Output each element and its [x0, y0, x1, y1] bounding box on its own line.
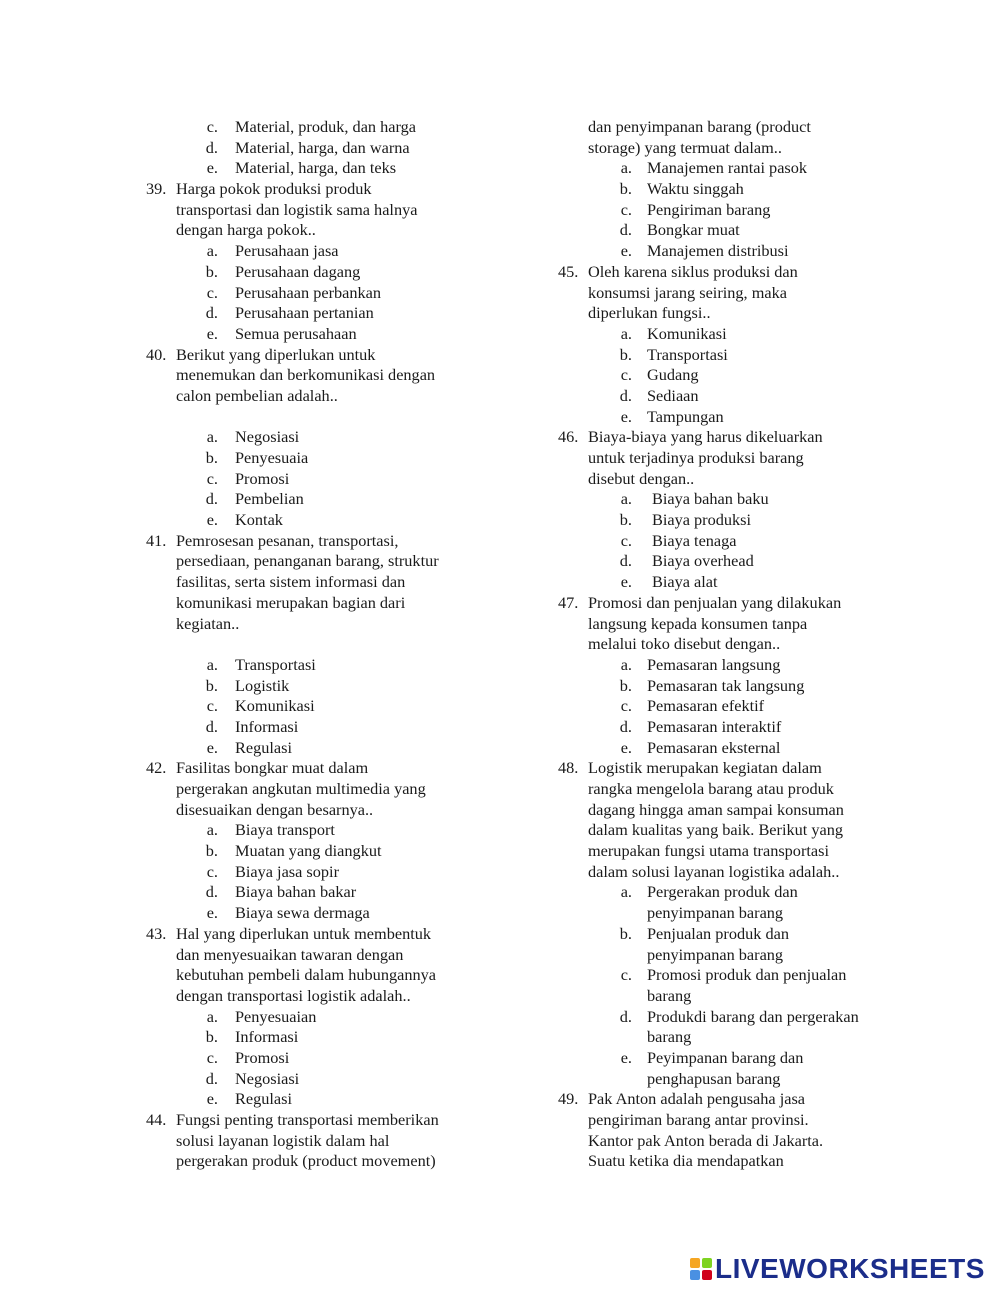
answer-option[interactable] [558, 924, 898, 945]
option-letter: d. [619, 1006, 632, 1026]
question-number: 40. [146, 344, 167, 364]
option-letter: a. [620, 158, 632, 178]
answer-option[interactable] [558, 200, 898, 221]
question-text: fasilitas, serta sistem informasi dan [176, 572, 406, 592]
question-text-continued [558, 862, 898, 883]
right-column [558, 117, 898, 1172]
answer-option[interactable] [558, 696, 898, 717]
option-text: penghapusan barang [647, 1068, 781, 1088]
option-letter: c. [620, 965, 632, 985]
option-text: Pemasaran efektif [647, 696, 765, 716]
question-number: 43. [146, 923, 167, 943]
option-text: Penjualan produk dan [647, 923, 789, 943]
answer-option[interactable] [558, 510, 898, 531]
answer-option[interactable] [558, 655, 898, 676]
answer-option[interactable] [558, 882, 898, 903]
option-text: Negosiasi [235, 427, 300, 447]
option-letter: e. [620, 1047, 632, 1067]
answer-option[interactable] [558, 220, 898, 241]
question-text: Oleh karena siklus produksi dan [588, 261, 798, 281]
question-text-continued [558, 283, 898, 304]
option-letter: c. [206, 117, 218, 136]
option-text: Biaya alat [652, 572, 718, 592]
question-text-continued [146, 386, 486, 407]
question-text-continued [146, 986, 486, 1007]
answer-option[interactable] [558, 1007, 898, 1028]
question-text: dalam solusi layanan logistika adalah.. [588, 861, 840, 881]
option-text: Sediaan [647, 385, 699, 405]
answer-option[interactable] [558, 407, 898, 428]
brand-name: LIVEWORKSHEETS [715, 1252, 985, 1284]
question-text-continued [146, 614, 486, 635]
option-text: Informasi [235, 1027, 299, 1047]
option-text: Biaya bahan baku [652, 489, 769, 509]
answer-option[interactable] [558, 551, 898, 572]
question-text-continued [558, 469, 898, 490]
question-text: solusi layanan logistik dalam hal [176, 1130, 390, 1150]
option-text: Negosiasi [235, 1068, 300, 1088]
question-text-continued [146, 1151, 486, 1172]
option-letter: c. [206, 282, 218, 302]
option-text: Informasi [235, 716, 299, 736]
question-line [558, 262, 898, 283]
left-column [146, 117, 486, 1172]
option-letter: d. [205, 303, 218, 323]
answer-option[interactable] [558, 572, 898, 593]
question-line [146, 758, 486, 779]
answer-option[interactable] [146, 324, 486, 345]
option-letter: d. [205, 1068, 218, 1088]
answer-option-continued [558, 945, 898, 966]
question-line [146, 179, 486, 200]
option-text: Pengiriman barang [647, 199, 771, 219]
question-line [146, 924, 486, 945]
option-text: Promosi [235, 468, 290, 488]
option-text: Biaya tenaga [652, 530, 737, 550]
question-text: Promosi dan penjualan yang dilakukan [588, 592, 842, 612]
option-letter: d. [619, 220, 632, 240]
answer-option[interactable] [146, 241, 486, 262]
option-text: Biaya transport [235, 820, 335, 840]
option-letter: a. [620, 654, 632, 674]
option-letter: e. [206, 323, 218, 343]
answer-option-continued [558, 986, 898, 1007]
question-text-continued [146, 800, 486, 821]
question-line [558, 427, 898, 448]
option-text: Regulasi [235, 1089, 292, 1109]
question-text-continued [146, 593, 486, 614]
answer-option[interactable] [146, 717, 486, 738]
question-text: Suatu ketika dia mendapatkan [588, 1151, 784, 1171]
option-letter: e. [206, 158, 218, 178]
question-text: langsung kepada konsumen tanpa [588, 613, 808, 633]
logo-tile [690, 1270, 700, 1280]
answer-option[interactable] [146, 510, 486, 531]
answer-option[interactable] [146, 903, 486, 924]
option-text: Pemasaran eksternal [647, 737, 781, 757]
option-text: Biaya sewa dermaga [235, 903, 370, 923]
question-text-continued [146, 1131, 486, 1152]
answer-option[interactable] [146, 1069, 486, 1090]
option-text: Biaya jasa sopir [235, 861, 339, 881]
question-text: Hal yang diperlukan untuk membentuk [176, 923, 432, 943]
option-text: Biaya produksi [652, 510, 752, 530]
question-number: 48. [558, 758, 579, 778]
question-text-continued [558, 1110, 898, 1131]
answer-option[interactable] [146, 262, 486, 283]
option-text: Semua perusahaan [235, 323, 357, 343]
question-text: pengiriman barang antar provinsi. [588, 1110, 809, 1129]
answer-option[interactable] [146, 862, 486, 883]
answer-option[interactable] [146, 676, 486, 697]
option-letter: d. [619, 551, 632, 571]
option-letter: b. [205, 841, 218, 861]
answer-option[interactable] [146, 469, 486, 490]
answer-option[interactable] [558, 531, 898, 552]
option-text: Gudang [647, 365, 699, 385]
question-text-continued [146, 365, 486, 386]
option-text: Peyimpanan barang dan [647, 1047, 804, 1067]
question-number: 44. [146, 1110, 167, 1129]
option-text: Promosi [235, 1047, 290, 1067]
question-text-continued [558, 614, 898, 635]
option-text: Biaya bahan bakar [235, 882, 357, 902]
answer-option[interactable] [146, 427, 486, 448]
question-text: dengan transportasi logistik adalah.. [176, 985, 411, 1005]
option-text: Perusahaan dagang [235, 261, 361, 281]
question-text-continued [146, 945, 486, 966]
answer-option[interactable] [146, 738, 486, 759]
question-text: melalui toko disebut dengan.. [588, 634, 781, 654]
option-letter: e. [206, 510, 218, 530]
question-text: disebut dengan.. [588, 468, 695, 488]
option-text: Manajemen distribusi [647, 241, 789, 261]
question-line [146, 531, 486, 552]
question-text: pergerakan angkutan multimedia yang [176, 779, 426, 798]
answer-option[interactable] [558, 241, 898, 262]
question-text: rangka mengelola barang atau produk [588, 779, 834, 798]
option-text: Kontak [235, 510, 283, 530]
option-letter: b. [619, 344, 632, 364]
option-letter: a. [206, 427, 218, 447]
question-text-continued [558, 779, 898, 800]
question-text: disesuaikan dengan besarnya.. [176, 799, 374, 819]
answer-option[interactable] [558, 965, 898, 986]
option-text: Produkdi barang dan pergerakan [647, 1006, 859, 1026]
option-text: Waktu singgah [647, 179, 744, 199]
answer-option[interactable] [146, 696, 486, 717]
option-letter: e. [620, 241, 632, 261]
option-text: Material, produk, dan harga [235, 117, 416, 136]
option-text: barang [647, 1027, 692, 1047]
answer-option[interactable] [558, 738, 898, 759]
answer-option[interactable] [146, 1089, 486, 1110]
option-text: Material, harga, dan teks [235, 158, 397, 178]
option-letter: d. [619, 385, 632, 405]
option-text: barang [647, 985, 692, 1005]
option-letter: a. [620, 489, 632, 509]
question-line [558, 758, 898, 779]
question-text: menemukan dan berkomunikasi dengan [176, 365, 436, 385]
option-letter: b. [619, 675, 632, 695]
logo-tile [690, 1258, 700, 1268]
option-text: Komunikasi [647, 323, 727, 343]
option-letter: c. [620, 696, 632, 716]
question-text: Pemrosesan pesanan, transportasi, [176, 530, 399, 550]
question-text-continued [558, 303, 898, 324]
question-text: storage) yang termuat dalam.. [588, 137, 782, 157]
question-text-continued [146, 965, 486, 986]
answer-option-continued [558, 1069, 898, 1090]
option-text: Komunikasi [235, 696, 315, 716]
option-text: Material, harga, dan warna [235, 137, 410, 157]
answer-option[interactable] [558, 179, 898, 200]
option-letter: a. [206, 241, 218, 261]
option-text: Transportasi [647, 344, 728, 364]
option-letter: c. [206, 861, 218, 881]
answer-option[interactable] [146, 1048, 486, 1069]
question-text-continued [146, 220, 486, 241]
question-text: diperlukan fungsi.. [588, 303, 711, 323]
question-line [558, 593, 898, 614]
question-text-continued [558, 820, 898, 841]
blank-line [146, 634, 486, 655]
answer-option[interactable] [558, 158, 898, 179]
option-letter: b. [205, 675, 218, 695]
question-text-continued [146, 572, 486, 593]
option-letter: d. [205, 137, 218, 157]
question-text: Fungsi penting transportasi memberikan [176, 1110, 439, 1129]
option-letter: e. [206, 903, 218, 923]
question-text: Pak Anton adalah pengusaha jasa [588, 1089, 806, 1109]
logo-tile [702, 1258, 712, 1268]
option-letter: e. [206, 737, 218, 757]
question-text: untuk terjadinya produksi barang [588, 448, 804, 467]
answer-option[interactable] [558, 386, 898, 407]
question-text: komunikasi merupakan bagian dari [176, 592, 406, 612]
option-letter: d. [205, 882, 218, 902]
question-text: Harga pokok produksi produk [176, 179, 372, 199]
option-text: Pemasaran tak langsung [647, 675, 805, 695]
answer-option[interactable] [146, 138, 486, 159]
option-text: Penyesuaian [235, 1006, 317, 1026]
option-letter: e. [620, 737, 632, 757]
option-letter: c. [620, 365, 632, 385]
answer-option[interactable] [558, 345, 898, 366]
option-text: Promosi produk dan penjualan [647, 965, 847, 985]
answer-option[interactable] [558, 1048, 898, 1069]
option-text: Manajemen rantai pasok [647, 158, 808, 178]
option-letter: b. [619, 923, 632, 943]
question-number: 42. [146, 758, 167, 778]
question-text-continued [558, 841, 898, 862]
question-number: 41. [146, 530, 167, 550]
option-text: Pergerakan produk dan [647, 882, 798, 902]
question-text: Logistik merupakan kegiatan dalam [588, 758, 822, 778]
option-letter: e. [206, 1089, 218, 1109]
option-text: Pembelian [235, 489, 304, 509]
question-text: transportasi dan logistik sama halnya [176, 199, 418, 219]
option-letter: d. [205, 489, 218, 509]
option-text: penyimpanan barang [647, 944, 784, 964]
option-letter: a. [206, 654, 218, 674]
option-letter: c. [620, 199, 632, 219]
answer-option[interactable] [146, 283, 486, 304]
question-text: kegiatan.. [176, 613, 240, 633]
option-text: Tampungan [647, 406, 724, 426]
option-letter: d. [205, 716, 218, 736]
question-text-continued [146, 200, 486, 221]
question-text: calon pembelian adalah.. [176, 385, 338, 405]
option-letter: c. [620, 530, 632, 550]
answer-option[interactable] [146, 117, 486, 138]
option-letter: a. [206, 1006, 218, 1026]
option-text: Biaya overhead [652, 551, 754, 571]
question-text: Kantor pak Anton berada di Jakarta. [588, 1130, 824, 1150]
question-text-continued [558, 1151, 898, 1172]
answer-option[interactable] [146, 820, 486, 841]
question-text: kebutuhan pembeli dalam hubungannya [176, 965, 436, 985]
answer-option[interactable] [146, 303, 486, 324]
liveworksheets-logo[interactable] [690, 1252, 985, 1284]
question-number: 39. [146, 179, 167, 199]
answer-option[interactable] [146, 1027, 486, 1048]
question-number: 49. [558, 1089, 579, 1109]
question-text: dengan harga pokok.. [176, 220, 316, 240]
answer-option[interactable] [558, 717, 898, 738]
question-number: 45. [558, 261, 579, 281]
answer-option[interactable] [146, 158, 486, 179]
option-text: Pemasaran langsung [647, 654, 781, 674]
option-text: Logistik [235, 675, 290, 695]
option-text: Penyesuaia [235, 448, 309, 467]
answer-option[interactable] [146, 882, 486, 903]
answer-option-continued [558, 903, 898, 924]
question-text-continued [558, 800, 898, 821]
question-text-continued [558, 448, 898, 469]
answer-option[interactable] [558, 324, 898, 345]
option-letter: e. [620, 572, 632, 592]
question-text: dan penyimpanan barang (product [588, 117, 811, 136]
answer-option[interactable] [146, 489, 486, 510]
question-text-continued [558, 117, 898, 138]
question-text-continued [146, 779, 486, 800]
option-letter: a. [620, 323, 632, 343]
option-letter: e. [620, 406, 632, 426]
question-line [146, 345, 486, 366]
answer-option[interactable] [558, 365, 898, 386]
question-number: 47. [558, 592, 579, 612]
option-text: Perusahaan perbankan [235, 282, 382, 302]
question-text: persediaan, penanganan barang, struktur [176, 551, 439, 571]
question-text: pergerakan produk (product movement) [176, 1151, 436, 1171]
question-text: Biaya-biaya yang harus dikeluarkan [588, 427, 823, 447]
option-text: Perusahaan pertanian [235, 303, 374, 323]
question-text-continued [558, 138, 898, 159]
answer-option[interactable] [146, 1007, 486, 1028]
option-text: Bongkar muat [647, 220, 740, 240]
question-line [558, 1089, 898, 1110]
option-letter: b. [619, 179, 632, 199]
option-letter: a. [206, 820, 218, 840]
question-text: merupakan fungsi utama transportasi [588, 841, 829, 861]
option-letter: b. [205, 1027, 218, 1047]
option-letter: d. [619, 716, 632, 736]
question-text: konsumsi jarang seiring, maka [588, 282, 787, 302]
option-letter: b. [619, 510, 632, 530]
option-letter: c. [206, 468, 218, 488]
question-line [146, 1110, 486, 1131]
answer-option[interactable] [146, 448, 486, 469]
logo-tile [702, 1270, 712, 1280]
question-text: dagang hingga aman sampai konsuman [588, 799, 844, 819]
question-text-continued [558, 634, 898, 655]
liveworksheets-logo-icon [690, 1258, 712, 1280]
question-text-continued [146, 551, 486, 572]
question-text: dalam kualitas yang baik. Berikut yang [588, 820, 844, 840]
answer-option[interactable] [146, 841, 486, 862]
answer-option[interactable] [558, 676, 898, 697]
option-text: penyimpanan barang [647, 903, 784, 923]
option-letter: b. [205, 448, 218, 467]
option-text: Muatan yang diangkut [235, 841, 382, 861]
question-text-continued [558, 1131, 898, 1152]
question-text: dan menyesuaikan tawaran dengan [176, 944, 404, 964]
option-text: Perusahaan jasa [235, 241, 339, 261]
option-text: Transportasi [235, 654, 316, 674]
answer-option[interactable] [146, 655, 486, 676]
option-text: Pemasaran interaktif [647, 716, 782, 736]
answer-option-continued [558, 1027, 898, 1048]
blank-line [146, 407, 486, 428]
answer-option[interactable] [558, 489, 898, 510]
option-letter: c. [206, 696, 218, 716]
question-number: 46. [558, 427, 579, 447]
option-text: Regulasi [235, 737, 292, 757]
option-letter: b. [205, 261, 218, 281]
option-letter: a. [620, 882, 632, 902]
question-text: Berikut yang diperlukan untuk [176, 344, 376, 364]
option-letter: c. [206, 1047, 218, 1067]
question-text: Fasilitas bongkar muat dalam [176, 758, 369, 778]
